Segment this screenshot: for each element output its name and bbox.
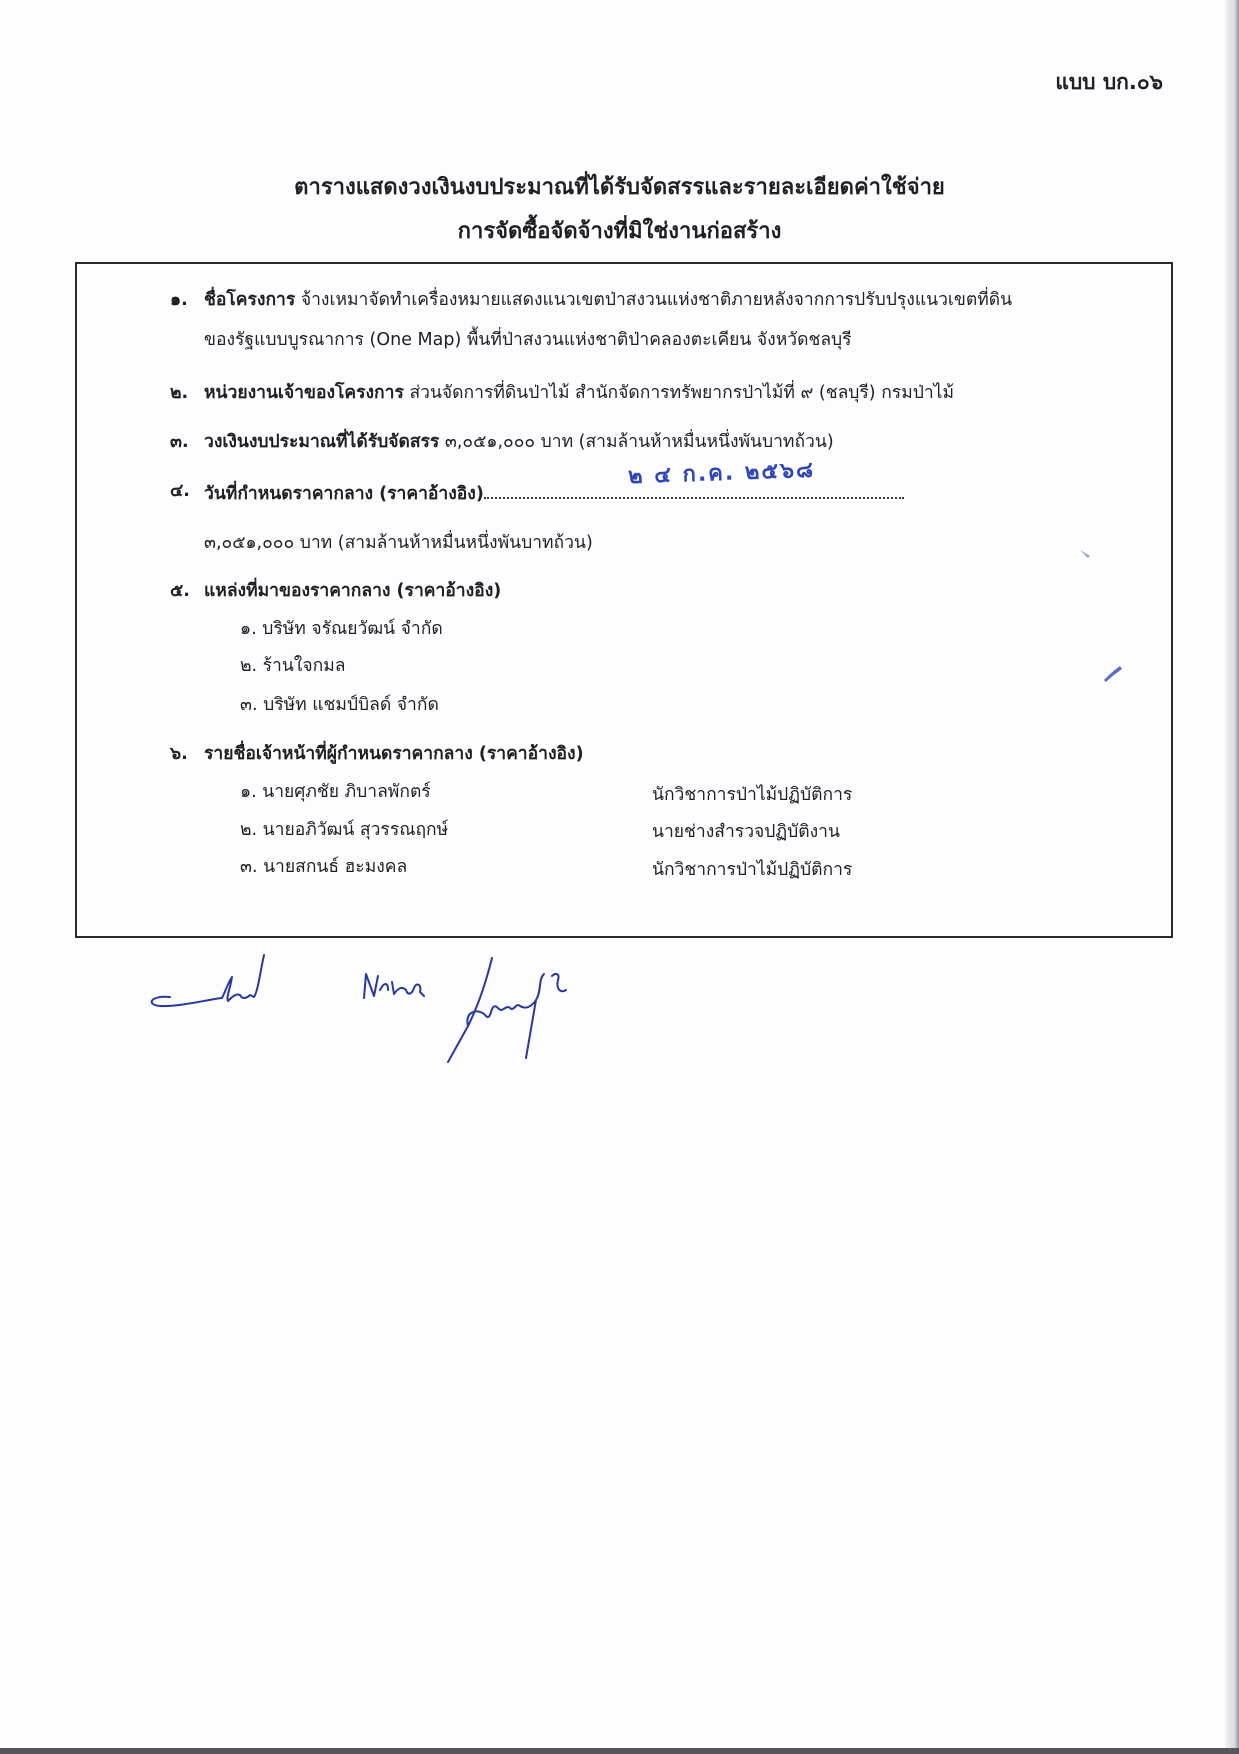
item-1-number: ๑. bbox=[170, 290, 188, 310]
ink-blot-2 bbox=[1100, 660, 1126, 684]
source-item-2: ๒. ร้านใจกมล bbox=[240, 656, 346, 676]
item-5-number: ๕. bbox=[170, 581, 190, 601]
form-code: แบบ บก.๐๖ bbox=[1055, 70, 1163, 94]
item-1-line-1 bbox=[204, 286, 1012, 314]
handwritten-date: ๒ ๔ ก.ค. ๒๕๖๘ bbox=[627, 457, 816, 490]
ink-blot-1 bbox=[1078, 548, 1094, 560]
item-1-label: ชื่อโครงการ bbox=[204, 290, 296, 310]
signature-1 bbox=[140, 945, 270, 1015]
officer-3-name: ๓. นายสกนธ์ ฮะมงคล bbox=[240, 857, 408, 877]
item-2-text: ส่วนจัดการที่ดินป่าไม้ สำนักจัดการทรัพยากรป่าไม้ที่ ๙ (ชลบุรี) กรมป่าไม้ bbox=[409, 383, 954, 403]
item-3-text: ๓,๐๕๑,๐๐๐ บาท (สามล้านห้าหมื่นหนึ่งพันบาทถ้วน) bbox=[444, 432, 834, 452]
officer-3-position: นักวิชาการป่าไม้ปฏิบัติการ bbox=[652, 860, 853, 880]
item-4-label: วันที่กำหนดราคากลาง (ราคาอ้างอิง) bbox=[204, 484, 484, 504]
item-1-text-1: จ้างเหมาจัดทำเครื่องหมายแสดงแนวเขตป่าสงวนแห่งชาติภายหลังจากการปรับปรุงแนวเขตที่ดิน bbox=[300, 290, 1013, 310]
title-line-2: การจัดซื้อจัดจ้างที่มิใช่งานก่อสร้าง bbox=[457, 219, 782, 244]
item-3-number: ๓. bbox=[170, 432, 189, 452]
officer-1-position: นักวิชาการป่าไม้ปฏิบัติการ bbox=[652, 785, 853, 805]
officer-2-name: ๒. นายอภิวัฒน์ สุวรรณฤกษ์ bbox=[240, 820, 449, 840]
item-1-text-2: ของรัฐแบบบูรณาการ (One Map) พื้นที่ป่าสงวนแห่งชาติป่าคลองตะเคียน จังหวัดชลบุรี bbox=[204, 330, 852, 350]
item-4-line bbox=[204, 477, 904, 508]
officer-2-position: นายช่างสำรวจปฏิบัติงาน bbox=[652, 822, 840, 842]
source-item-1: ๑. บริษัท จรัณยวัฒน์ จำกัด bbox=[240, 619, 443, 639]
signature-3 bbox=[440, 950, 600, 1070]
item-6-number: ๖. bbox=[170, 744, 188, 764]
item-6-label: รายชื่อเจ้าหน้าที่ผู้กำหนดราคากลาง (ราคาอ้างอิง) bbox=[204, 744, 584, 764]
item-3-label: วงเงินงบประมาณที่ได้รับจัดสรร bbox=[204, 432, 440, 452]
item-2-line bbox=[204, 379, 954, 407]
item-5-label: แหล่งที่มาของราคากลาง (ราคาอ้างอิง) bbox=[204, 581, 502, 601]
date-dotted-line bbox=[484, 477, 904, 499]
item-4-amount: ๓,๐๕๑,๐๐๐ บาท (สามล้านห้าหมื่นหนึ่งพันบาทถ้วน) bbox=[204, 533, 593, 553]
source-item-3: ๓. บริษัท แชมป์บิลด์ จำกัด bbox=[240, 695, 439, 715]
item-2-number: ๒. bbox=[170, 383, 189, 403]
item-4-number: ๔. bbox=[170, 481, 190, 501]
document-title bbox=[0, 166, 1239, 254]
item-2-label: หน่วยงานเจ้าของโครงการ bbox=[204, 383, 404, 403]
officer-1-name: ๑. นายศุภชัย ภิบาลพักตร์ bbox=[240, 782, 431, 802]
scan-edge bbox=[1225, 0, 1239, 1754]
scan-bottom-edge bbox=[0, 1748, 1239, 1754]
item-3-line bbox=[204, 428, 834, 456]
title-line-1: ตารางแสดงวงเงินงบประมาณที่ได้รับจัดสรรและรายละเอียดค่าใช้จ่าย bbox=[294, 175, 945, 200]
signature-2 bbox=[358, 968, 438, 1008]
